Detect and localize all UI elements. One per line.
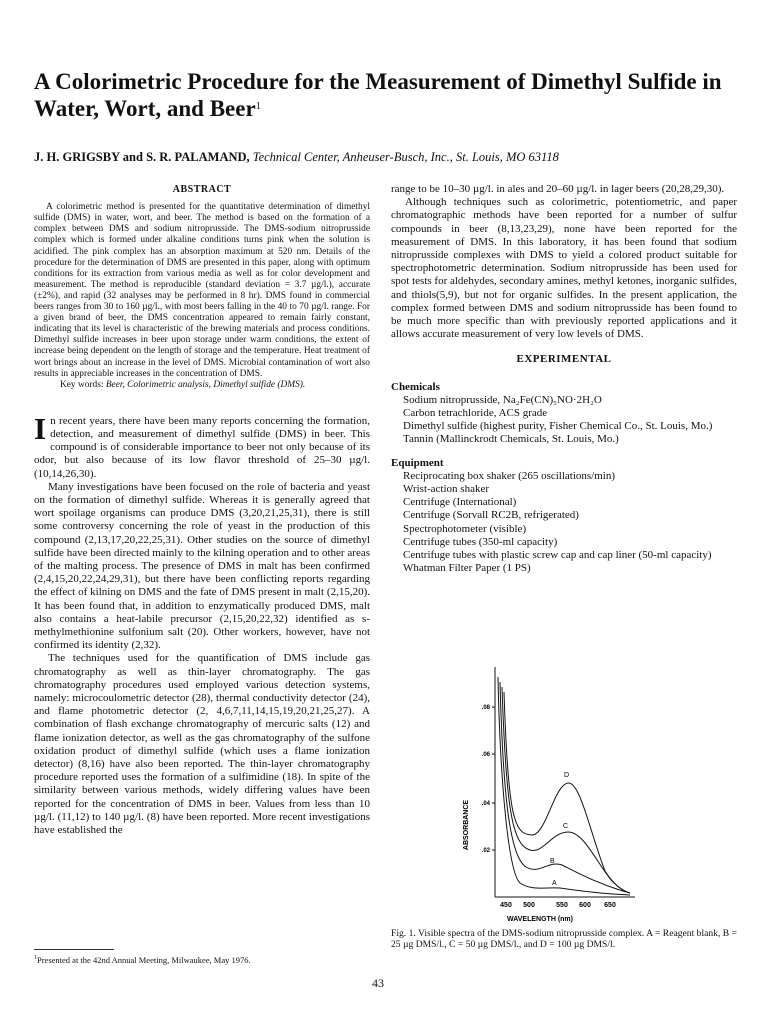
right-paragraph-2: Although techniques such as colorimetric, potentiometric, and paper chromatographic methods have been reported for a number of sulfur compounds in beer (8,13,23,29), none have been reported for the measurement of DMS. In this laboratory, it has been found that sodium nitroprusside complexes with DMS to yield a colored product suitable for spectrophotometric determination. Sodium nitroprusside has been used for spot tests for aldehydes, secondary amines, methyl ketones, inorganic sulfides, and thiols(5,9), but not for organic sulfides. In the present application, the complex formed between DMS and sodium nitroprusside has been found to be much more specific than with previously reported applications and it allows accurate measurement of very low levels of DMS. xyxy=(391,196,737,341)
curve-label-b: B xyxy=(550,858,555,865)
equipment-item: Centrifuge (Sorvall RC2B, refrigerated) xyxy=(403,509,579,522)
curve-b xyxy=(500,682,630,893)
intro-paragraph-3: The techniques used for the quantification of DMS include gas chromatography as well as thin-layer chromatography. The gas chromatography procedures used employed various detection systems, namely: microcoulometric detector (28), thermal conductivity detector (24), and flame photometric detector (2, 4,6,7,11,14,15,19,20,21,25,27). A combination of flash exchange chromatography of mercuric salts (12) and flame ionization detector, as well as the gas chromatography of the sulfone oxidation product of dimethyl sulfide (which uses a flame ionization detector) (8,16) have also been reported. The thin-layer chromatography procedure reported uses the formation of a sulfimidine (18). In spite of the similarity between various methods, widely differing values have been reported for the concentration of DMS in beer. Values from less than 10 µg/l. (11,12) to 140 µg/l. (8) have been reported. More recent investigations have established the xyxy=(34,652,370,837)
footnote-mark: 1 xyxy=(34,955,37,962)
authors: J. H. GRIGSBY and S. R. PALAMAND, xyxy=(34,150,250,164)
title-text: A Colorimetric Procedure for the Measurement of Dimethyl Sulfide in Water, Wort, and Beer xyxy=(34,69,722,121)
drop-cap: I xyxy=(34,410,47,446)
intro-p1-text: n recent years, there have been many reports concerning the formation, detection, and measurement of dimethyl sulfide (DMS) in beer. This compound is of considerable importance to beer not only because of its odor, but also because of its low flavor threshold of 25–30 µg/l. (10,14,26,30). xyxy=(34,414,370,480)
x-axis-label: WAVELENGTH (nm) xyxy=(507,916,573,923)
equipment-item: Reciprocating box shaker (265 oscillations/min) xyxy=(403,469,616,482)
y-axis-label: ABSORBANCE xyxy=(463,799,470,851)
x-tick-label: 600 xyxy=(579,902,591,909)
x-tick-label: 450 xyxy=(500,902,512,909)
chemical-item: Carbon tetrachloride, ACS grade xyxy=(403,407,548,420)
left-column xyxy=(34,183,370,837)
equipment-item: Centrifuge (International) xyxy=(403,496,517,509)
footnote-rule xyxy=(34,949,114,950)
equipment-heading: Equipment xyxy=(391,456,444,469)
keywords-text: Beer, Colorimetric analysis, Dimethyl sulfide (DMS). xyxy=(105,379,306,390)
title-footnote-mark: 1 xyxy=(255,101,261,112)
figure-caption: Fig. 1. Visible spectra of the DMS-sodium nitroprusside complex. A = Reagent blank, B = 25 µg DMS/l., C = 50 µg DMS/l., and D = 100 µg DMS/l. xyxy=(391,928,737,951)
y-tick-label: .08 xyxy=(481,705,490,711)
intro-paragraph-1 xyxy=(34,410,370,481)
x-tick-label: 650 xyxy=(604,902,616,909)
experimental-heading: EXPERIMENTAL xyxy=(516,353,612,366)
keywords-label: Key words: xyxy=(60,379,104,390)
chemical-item: Sodium nitroprusside, Na₂Fe(CN)₅NO·2H₂O xyxy=(403,393,602,406)
equipment-item: Centrifuge tubes (350-ml capacity) xyxy=(403,535,558,548)
footnote-text: Presented at the 42nd Annual Meeting, Milwaukee, May 1976. xyxy=(37,955,251,965)
curve-label-a: A xyxy=(552,880,557,887)
chemicals-heading: Chemicals xyxy=(391,380,440,393)
affiliation: Technical Center, Anheuser-Busch, Inc., St. Louis, MO 63118 xyxy=(252,150,559,164)
equipment-item: Whatman Filter Paper (1 PS) xyxy=(403,562,531,575)
abstract-text: A colorimetric method is presented for the quantitative determination of dimethyl sulfide (DMS) in water, wort, and beer. The method is based on the formation of a complex between DMS and sodium nitroprusside. The DMS-sodium nitroprusside complex which is formed under alkaline conditions turns pink when the solution is acidified. The pink complex has an absorption maximum at 520 nm. Details of the procedure for the determination of DMS are presented in this paper, along with optimum conditions for its extraction from various media as well as for color development and measurement. The method is reproducible (standard deviation = 3.7 µg/l.), accurate (±2%), and rapid (32 analyses may be performed in 8 hr). DMS found in commercial beers ranges from 30 to 160 µg/l., with most beers falling in the 40 to 70 µg/l. range. For a given brand of beer, the DMS concentration appeared to remain fairly constant, indicating that its level is characteristic of the brewing materials and process conditions. Dimethyl sulfide increases in beer upon storage under warm conditions, the extent of increase being dependent on the length of storage and the temperature. Heat treatment of wort brings about an increase in the level of DMS. Microbial contamination of wort also results in appreciable increases in the concentration of DMS. xyxy=(34,202,370,379)
keywords xyxy=(46,380,370,391)
footnote xyxy=(34,955,251,965)
right-paragraph-1: range to be 10–30 µg/l. in ales and 20–60 µg/l. in lager beers (20,28,29,30). xyxy=(391,183,725,195)
paper-title xyxy=(34,68,754,122)
chemical-item: Dimethyl sulfide (highest purity, Fisher Chemical Co., St. Louis, Mo.) xyxy=(403,420,713,433)
y-tick-label: .06 xyxy=(481,752,490,758)
author-line xyxy=(34,150,754,165)
y-tick-label: .02 xyxy=(481,848,490,854)
abstract-heading: ABSTRACT xyxy=(172,184,232,195)
equipment-item: Spectrophotometer (visible) xyxy=(403,522,527,535)
curve-d xyxy=(504,692,630,893)
right-column xyxy=(391,183,737,575)
spectra-figure xyxy=(440,657,670,927)
y-tick-label: .04 xyxy=(481,801,490,807)
equipment-item: Wrist-action shaker xyxy=(403,483,489,496)
x-tick-label: 500 xyxy=(523,902,535,909)
chemical-item: Tannin (Mallinckrodt Chemicals, St. Louis, Mo.) xyxy=(403,433,619,446)
intro-paragraph-2: Many investigations have been focused on the role of bacteria and yeast on the formation of dimethyl sulfide. Whereas it is generally agreed that wort spoilage organisms can produce DMS (3,20,21,25,31), there is still some controversy concerning the role of yeast in the production of this compound (2,13,17,20,22,25,31). Other studies on the source of dimethyl sulfide have been directed mainly to the kilning operation and to other areas of the malting process. The presence of DMS in malt has been confirmed (2,4,15,20,22,24,29,31), but there have been conflicting reports regarding the effect of kilning on DMS and the fate of DMS present in malt (2,15,20). It has been found that, in addition to enzymatically produced DMS, malt also contains a heat-labile precursor (2,15,20,22,32) identified as s-methylmethionine sulfonium salt (20). Other workers, however, have not confirmed its identity (2,32). xyxy=(34,480,370,652)
curve-label-d: D xyxy=(564,772,570,779)
x-tick-label: 550 xyxy=(556,902,568,909)
curve-label-c: C xyxy=(563,823,569,830)
curve-a xyxy=(498,677,630,895)
equipment-item: Centrifuge tubes with plastic screw cap and cap liner (50-ml capacity) xyxy=(403,549,712,562)
page-number: 43 xyxy=(372,976,384,990)
